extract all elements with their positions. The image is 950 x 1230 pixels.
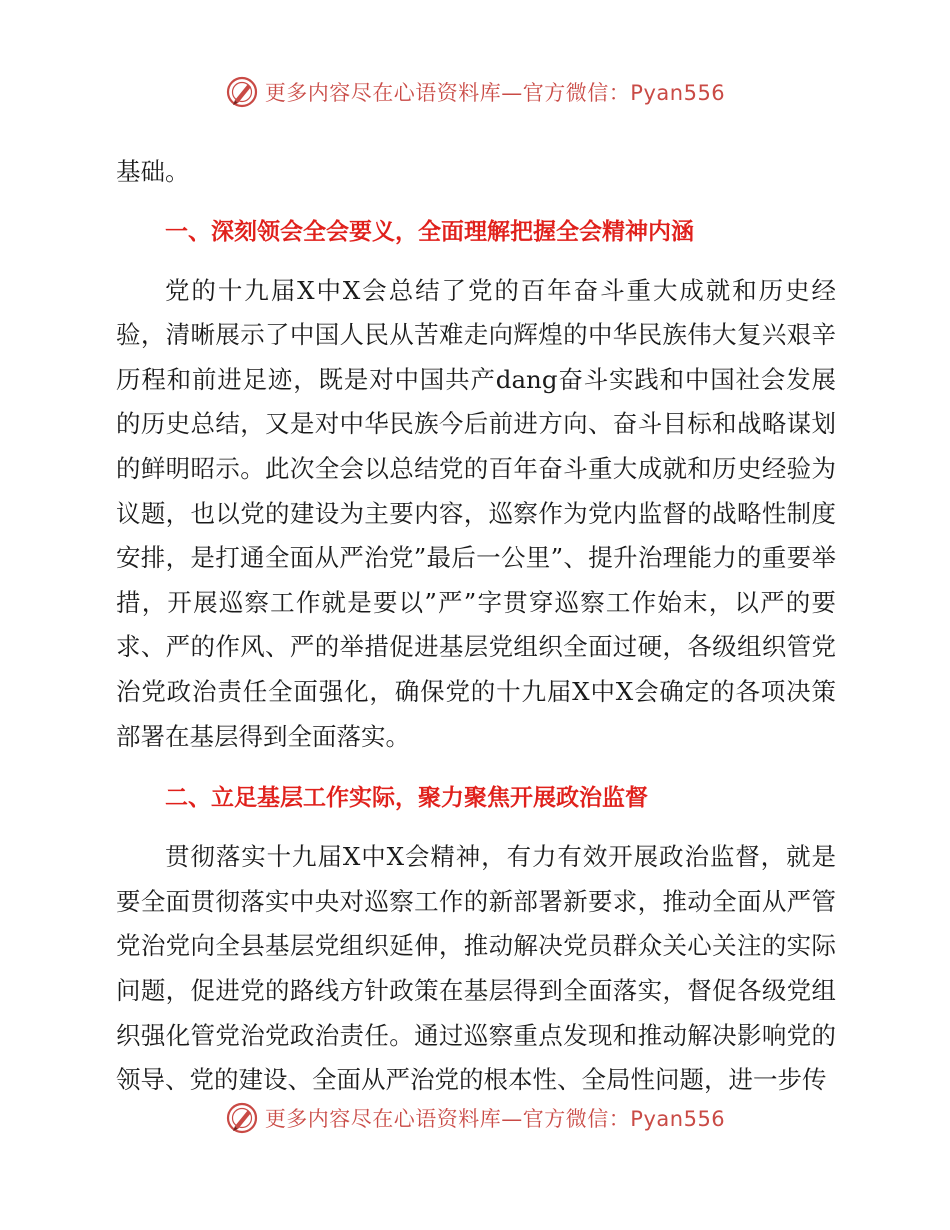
pen-logo-icon <box>225 1101 259 1135</box>
footer-watermark <box>0 1098 950 1138</box>
section-paragraph-1: 党的十九届X中X会总结了党的百年奋斗重大成就和历史经验，清晰展示了中国人民从苦难走向辉煌的中华民族伟大复兴艰辛历程和前进足迹，既是对中国共产dang奋斗实践和中国社会发展的历史总结，又是对中华民族今后前进方向、奋斗目标和战略谋划的鲜明昭示。此次全会以总结党的百年奋斗重大成就和历史经验为议题，也以党的建设为主要内容，巡察作为党内监督的战略性制度安排，是打通全面从严治党”最后一公里”、提升治理能力的重要举措，开展巡察工作就是要以”严”字贯穿巡察工作始末，以严的要求、严的作风、严的举措促进基层党组织全面过硬，各级组织管党治党政治责任全面强化，确保党的十九届X中X会确定的各项决策部署在基层得到全面落实。 <box>116 275 836 751</box>
pen-logo-icon <box>225 75 259 109</box>
watermark-text: 更多内容尽在心语资料库—官方微信：Pyan556 <box>264 81 726 105</box>
watermark-text: 更多内容尽在心语资料库—官方微信：Pyan556 <box>264 1107 726 1131</box>
document-body <box>116 150 836 1103</box>
header-watermark <box>0 72 950 112</box>
section-paragraph-2: 贯彻落实十九届X中X会精神，有力有效开展政治监督，就是要全面贯彻落实中央对巡察工作的新部署新要求，推动全面从严管党治党向全县基层党组织延伸，推动解决党员群众关心关注的实际问题，促进党的路线方针政策在基层得到全面落实，督促各级党组织强化管党治党政治责任。通过巡察重点发现和推动解决影响党的领导、党的建设、全面从严治党的根本性、全局性问题，进一步传 <box>116 842 836 1095</box>
opening-fragment: 基础。 <box>116 157 190 186</box>
section-heading-1: 一、深刻领会全会要义，全面理解把握全会精神内涵 <box>165 218 694 245</box>
section-heading-2: 二、立足基层工作实际，聚力聚焦开展政治监督 <box>165 785 648 812</box>
